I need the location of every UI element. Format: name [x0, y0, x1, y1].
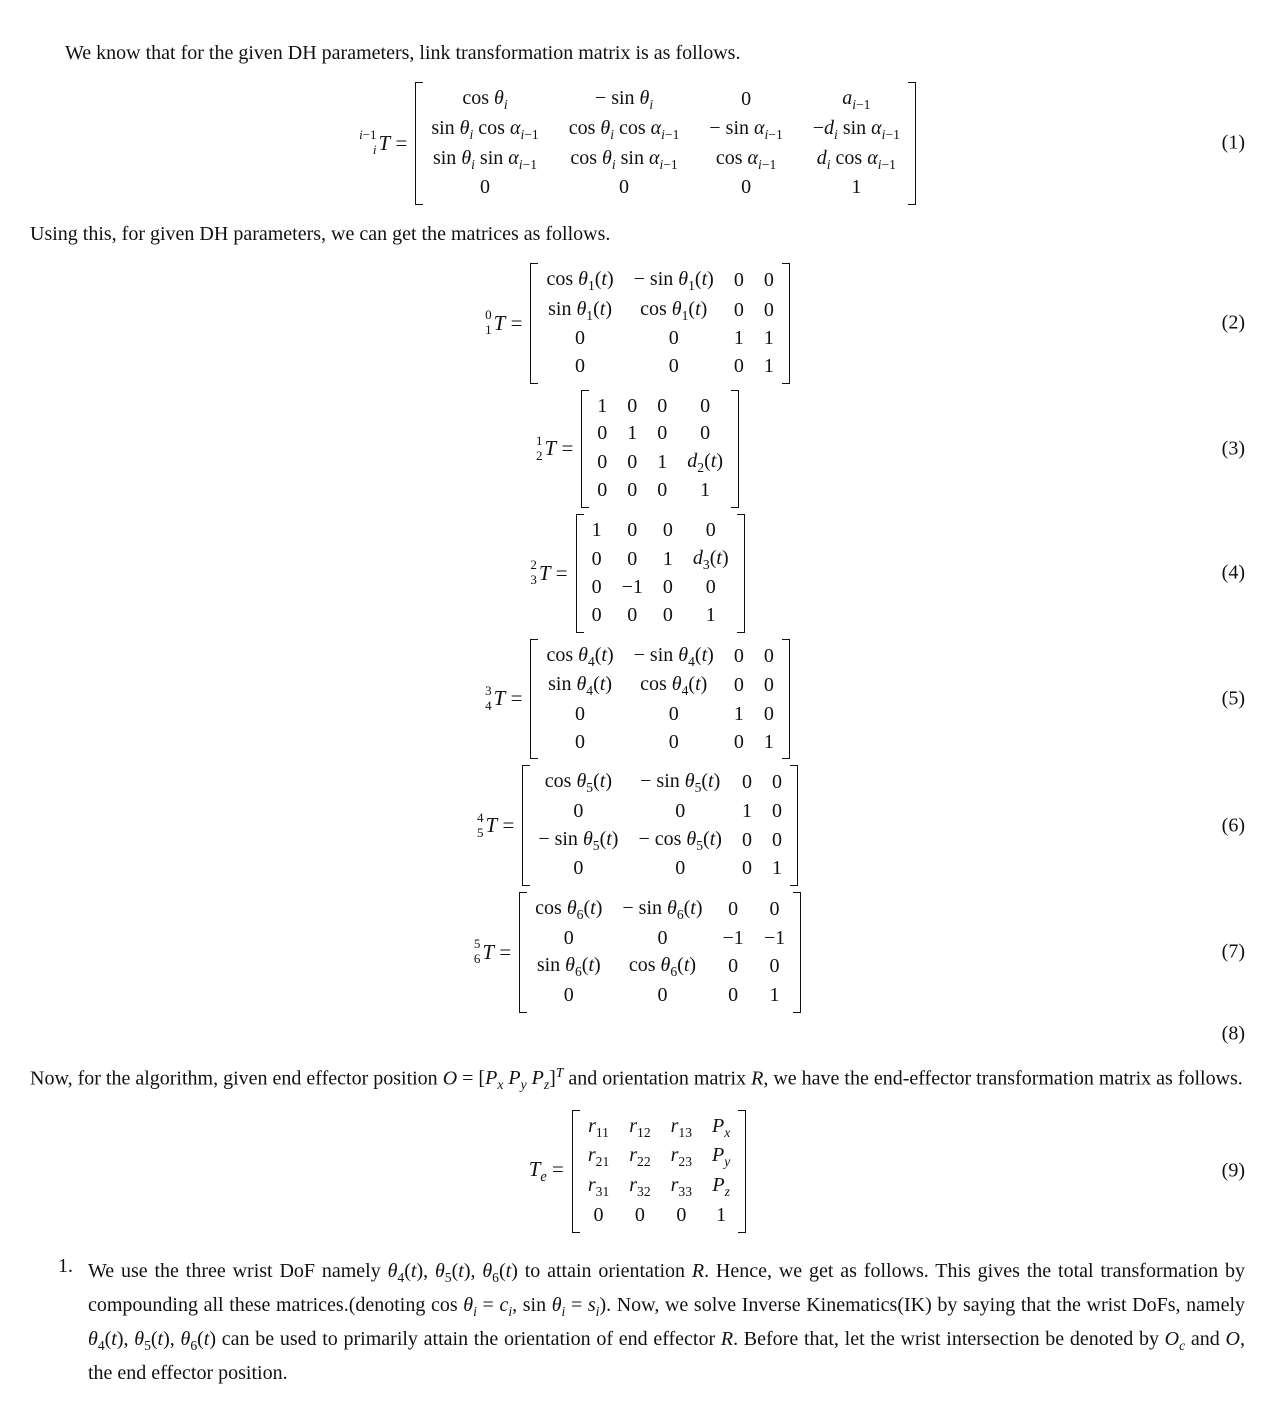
pre-superscript: 0 — [485, 307, 492, 323]
pre-subscript: 3 — [530, 572, 537, 588]
matrix-cell: 0 — [575, 354, 586, 377]
equation-number: (3) — [1221, 437, 1245, 460]
matrix-cell: $\cos \theta_i$ — [462, 87, 508, 112]
matrix-cell: 1 — [716, 1203, 727, 1226]
matrix-cells — [580, 1110, 738, 1233]
matrix-cell: $r_{33}$ — [670, 1174, 693, 1200]
prescripts — [485, 684, 492, 714]
matrix-cell: $\cos \theta_4(t)$ — [546, 643, 614, 669]
right-bracket — [738, 1110, 746, 1233]
matrix-cell: 0 — [700, 422, 711, 445]
matrix-cell: $\cos \theta_5(t)$ — [544, 770, 612, 796]
matrix-cell: 0 — [662, 604, 673, 626]
matrix-2 — [530, 263, 789, 384]
pre-superscript: 4 — [477, 809, 484, 825]
paragraph-now: Now, for the algorithm, given end effector position $O = [P_x$ $P_y$ $P_z]^T$ and orientation matrix R, we have the end-effector transformation matrix as follows. — [30, 1064, 1243, 1093]
matrix-3 — [581, 390, 739, 509]
lhs-symbol: T = — [378, 130, 408, 155]
right-bracket — [790, 765, 798, 886]
matrix-cell: 0 — [591, 604, 602, 626]
matrix-cell: 0 — [591, 547, 602, 570]
matrix-cell: $r_{12}$ — [629, 1114, 651, 1140]
matrix-cell: $r_{13}$ — [670, 1114, 693, 1140]
matrix-cell: 0 — [741, 828, 752, 851]
matrix-cells — [527, 892, 793, 1013]
paragraph-using: Using this, for given DH parameters, we can get the matrices as follows. — [30, 222, 611, 245]
matrix-cell: 0 — [733, 644, 744, 667]
matrix-cell: $\sin \theta_1(t)$ — [548, 297, 612, 323]
matrix-cell: 0 — [741, 857, 752, 880]
matrix-cell: 0 — [627, 394, 638, 417]
equation-7-lhs — [474, 937, 511, 967]
matrix-cell: $\cos \theta_6(t)$ — [628, 954, 697, 980]
matrix-cell: $P_x$ — [712, 1114, 731, 1140]
pre-superscript: i−1 — [359, 127, 377, 143]
matrix-cell: 0 — [480, 176, 490, 199]
matrix-7 — [519, 892, 801, 1013]
matrix-cell: 0 — [591, 576, 602, 599]
matrix-cell: 0 — [771, 828, 782, 851]
matrix-cell: $\cos \theta_6(t)$ — [535, 896, 603, 922]
matrix-cell: 1 — [769, 984, 780, 1007]
equation-1-lhs — [359, 128, 407, 158]
matrix-cell: 1 — [591, 519, 602, 542]
matrix-cells — [530, 765, 790, 886]
equation-number: (5) — [1221, 687, 1245, 710]
matrix-cell: 0 — [733, 730, 744, 753]
left-bracket — [576, 514, 584, 633]
matrix-cell: 1 — [771, 857, 782, 880]
paragraph-intro: We know that for the given DH parameters, link transformation matrix is as follows. — [65, 42, 741, 64]
matrix-cell: 0 — [763, 703, 774, 726]
matrix-cell: 0 — [657, 479, 668, 502]
matrix-5 — [530, 639, 789, 760]
list-item-text: We use the three wrist DoF namely $\theta_4(t)$, $\theta_5(t)$, $\theta_6(t)$ to attain orientation R. Hence, we get as follows. This gives the total transformation by compounding all these matrices.(denoting $\cos \theta_i = c_i$, $\sin \theta_i = s_i$). Now, we solve Inverse Kinematics(IK) by saying that the wrist DoFs, namely $\theta_4(t)$, $\theta_5(t)$, $\theta_6(t)$ can be used to primarily attain the orientation of end effector R. Before that, let the wrist intersection be denoted by $O_c$ and O, the end effector position. — [88, 1259, 1246, 1384]
right-bracket — [908, 82, 916, 205]
matrix-cell: 0 — [733, 298, 744, 321]
matrix-4 — [576, 514, 745, 633]
matrix-cell: 0 — [668, 327, 679, 350]
matrix-cell: 0 — [763, 268, 774, 291]
matrix-cell: − $\sin \theta_6(t)$ — [622, 896, 703, 922]
prescripts — [485, 308, 492, 338]
matrix-cell: $P_z$ — [712, 1174, 730, 1200]
lhs-symbol: T = — [493, 310, 523, 335]
matrix-cell: 0 — [763, 644, 774, 667]
matrix-cell: 0 — [668, 354, 679, 377]
matrix-cell: 0 — [771, 800, 782, 823]
left-bracket — [530, 639, 538, 760]
equation-7 — [30, 892, 1245, 1013]
lhs-symbol: T = — [544, 436, 574, 461]
list-item-marker: 1. — [58, 1254, 73, 1277]
matrix-cell: 0 — [741, 88, 752, 111]
lhs-symbol: T = — [485, 813, 515, 838]
right-bracket — [793, 892, 801, 1013]
matrix-cell: 1 — [657, 450, 668, 473]
pre-subscript: i — [372, 142, 377, 158]
left-bracket — [530, 263, 538, 384]
matrix-cell: 1 — [851, 176, 862, 199]
matrix-9 — [572, 1110, 746, 1233]
matrix-cell: 0 — [627, 519, 638, 542]
matrix-cell: 0 — [657, 984, 668, 1007]
matrix-cell: 0 — [741, 771, 752, 794]
equation-5-lhs — [485, 684, 522, 714]
equation-number: (9) — [1221, 1159, 1245, 1182]
matrix-cell: 0 — [627, 450, 638, 473]
matrix-cell: 1 — [763, 327, 774, 350]
right-bracket — [782, 263, 790, 384]
equation-4-lhs — [530, 558, 567, 588]
matrix-cell: 0 — [741, 176, 752, 199]
matrix-cell: $P_y$ — [712, 1144, 731, 1170]
matrix-cell: 0 — [657, 394, 668, 417]
matrix-cell: 0 — [668, 730, 679, 753]
matrix-cell: 0 — [573, 857, 584, 880]
matrix-cell: 1 — [627, 422, 638, 445]
left-bracket — [522, 765, 530, 886]
matrix-cell: 0 — [728, 955, 739, 978]
pre-subscript: 4 — [485, 697, 492, 713]
lhs-symbol: $T_e$ = — [528, 1156, 564, 1185]
matrix-cell: 0 — [657, 422, 668, 445]
matrix-cell: − $\sin \theta_i$ — [594, 87, 654, 112]
matrix-cell: $\cos \theta_1(t)$ — [546, 267, 614, 293]
pre-subscript: 2 — [536, 447, 543, 463]
lhs-symbol: T = — [493, 686, 523, 711]
matrix-cell: $\cos \theta_i$ $\cos \alpha_{i-1}$ — [568, 116, 680, 142]
matrix-cell: − $\sin \alpha_{i-1}$ — [709, 116, 783, 142]
matrix-cell: $r_{32}$ — [629, 1174, 651, 1200]
matrix-cell: −1 — [722, 926, 744, 949]
equation-3 — [30, 390, 1245, 509]
matrix-cell: 0 — [662, 576, 673, 599]
matrix-cell: − $\sin \theta_5(t)$ — [538, 827, 619, 853]
pre-subscript: 1 — [485, 322, 492, 338]
equation-number: (8) — [1221, 1022, 1245, 1045]
equation-9-lhs — [529, 1157, 564, 1186]
matrix-cell: 1 — [763, 354, 774, 377]
matrix-cell: 0 — [769, 955, 780, 978]
matrix-cell: 0 — [593, 1203, 604, 1226]
left-bracket — [572, 1110, 580, 1233]
matrix-cell: 0 — [657, 926, 668, 949]
equation-number: (2) — [1221, 311, 1245, 334]
matrix-cell: − $\cos \theta_5(t)$ — [638, 827, 722, 853]
matrix-cell: $\sin \theta_6(t)$ — [536, 954, 601, 980]
prescripts — [530, 558, 537, 588]
matrix-cell: $\cos \theta_i$ $\sin \alpha_{i-1}$ — [570, 146, 678, 172]
matrix-cell: 0 — [728, 898, 739, 921]
pre-superscript: 5 — [473, 936, 481, 952]
pre-superscript: 1 — [536, 432, 543, 448]
matrix-cell: $\sin \theta_i$ $\cos \alpha_{i-1}$ — [431, 116, 539, 142]
matrix-cell: $r_{21}$ — [587, 1144, 610, 1170]
matrix-cell: 1 — [597, 394, 608, 417]
matrix-cell: $r_{22}$ — [629, 1144, 651, 1170]
matrix-cell: 0 — [675, 857, 686, 880]
matrix-cell: 0 — [771, 771, 782, 794]
equation-2 — [30, 263, 1245, 384]
matrix-cell: 1 — [733, 327, 744, 350]
matrix-cell: $\sin \theta_i$ $\sin \alpha_{i-1}$ — [432, 146, 538, 172]
matrix-cell: 0 — [676, 1203, 687, 1226]
prescripts — [359, 128, 376, 158]
matrix-cell: 0 — [619, 176, 630, 199]
equation-number: (4) — [1221, 561, 1245, 584]
matrix-cell: $r_{31}$ — [587, 1174, 610, 1200]
lhs-symbol: T = — [482, 939, 512, 964]
matrix-cells — [538, 263, 781, 384]
matrix-cell: 0 — [573, 800, 584, 823]
matrix-cell: 0 — [597, 479, 608, 502]
ordered-list — [58, 1255, 1245, 1389]
right-bracket — [731, 390, 739, 509]
matrix-cell: $d_2(t)$ — [687, 449, 723, 475]
matrix-cell: 0 — [763, 298, 774, 321]
pre-subscript: 5 — [477, 824, 484, 840]
matrix-cells — [538, 639, 781, 760]
matrix-cell: 0 — [634, 1203, 645, 1226]
matrix-cell: 1 — [741, 800, 752, 823]
equation-9 — [30, 1110, 1245, 1233]
equation-group — [30, 263, 1245, 1049]
matrix-cell: $\cos \theta_4(t)$ — [640, 673, 708, 699]
matrix-cell: $d_3(t)$ — [692, 546, 729, 572]
matrix-cell: 0 — [627, 479, 638, 502]
equation-number: (6) — [1221, 814, 1245, 837]
matrix-cell: 0 — [597, 450, 608, 473]
matrix-cell: 0 — [627, 604, 638, 626]
matrix-cell: $\sin \theta_4(t)$ — [548, 673, 612, 699]
matrix-cell: 0 — [575, 730, 586, 753]
prescripts — [477, 811, 484, 841]
matrix-cell: 0 — [705, 519, 716, 542]
equation-8 — [30, 1019, 1245, 1049]
lhs-symbol: T = — [538, 560, 568, 585]
matrix-cell: $a_{i-1}$ — [842, 87, 871, 112]
matrix-cells — [584, 514, 737, 633]
pre-subscript: 6 — [473, 951, 481, 967]
matrix-cell: 0 — [575, 703, 586, 726]
equation-6-lhs — [477, 811, 514, 841]
left-bracket — [415, 82, 423, 205]
equation-5 — [30, 639, 1245, 760]
matrix-cell: 1 — [700, 479, 711, 502]
matrix-cell: 0 — [705, 576, 716, 599]
equation-3-lhs — [536, 434, 573, 464]
matrix-cell: 0 — [675, 800, 686, 823]
matrix-cell: $\cos \theta_1(t)$ — [640, 297, 708, 323]
matrix-cell: 0 — [668, 703, 679, 726]
equation-1 — [30, 82, 1245, 205]
matrix-cell: 0 — [563, 926, 574, 949]
equation-6 — [30, 765, 1245, 886]
matrix-cell: 0 — [728, 984, 739, 1007]
left-bracket — [519, 892, 527, 1013]
matrix-cell: − $\sin \theta_4(t)$ — [633, 643, 714, 669]
matrix-cell: $d_i$ $\cos \alpha_{i-1}$ — [816, 146, 896, 172]
prescripts — [474, 937, 481, 967]
equation-2-lhs — [485, 308, 522, 338]
matrix-cells — [589, 390, 731, 509]
matrix-cell: 0 — [563, 984, 574, 1007]
matrix-cell: $-d_i$ $\sin \alpha_{i-1}$ — [812, 116, 900, 142]
matrix-cell: 0 — [763, 674, 774, 697]
matrix-cell: 1 — [763, 730, 774, 753]
matrix-cell: 0 — [597, 422, 608, 445]
matrix-cells — [423, 82, 908, 205]
matrix-cell: $r_{11}$ — [588, 1114, 609, 1140]
matrix-cell: $r_{23}$ — [670, 1144, 693, 1170]
matrix-cell: 0 — [733, 674, 744, 697]
matrix-cell: 1 — [733, 703, 744, 726]
matrix-cell: − $\sin \theta_5(t)$ — [640, 770, 721, 796]
matrix-cell: 1 — [705, 604, 716, 626]
matrix-cell: 0 — [662, 519, 673, 542]
equation-4 — [30, 514, 1245, 633]
matrix-cell: 0 — [733, 268, 744, 291]
equation-number: (1) — [1221, 131, 1245, 154]
matrix-cell: −1 — [621, 576, 643, 599]
matrix-cell: 0 — [627, 547, 638, 570]
left-bracket — [581, 390, 589, 509]
pre-superscript: 2 — [530, 557, 537, 573]
right-bracket — [737, 514, 745, 633]
matrix-cell: 1 — [662, 547, 673, 570]
equation-number: (7) — [1221, 940, 1245, 963]
matrix-6 — [522, 765, 798, 886]
matrix-cell: $\cos \alpha_{i-1}$ — [715, 146, 777, 172]
prescripts — [536, 434, 543, 464]
right-bracket — [782, 639, 790, 760]
pre-superscript: 3 — [485, 683, 492, 698]
matrix-cell: 0 — [575, 327, 586, 350]
matrix-cell: −1 — [763, 926, 786, 949]
matrix-cell: − $\sin \theta_1(t)$ — [633, 267, 714, 293]
matrix-cell: 0 — [733, 354, 744, 377]
matrix-cell: 0 — [769, 898, 780, 921]
matrix-1 — [415, 82, 916, 205]
matrix-cell: 0 — [700, 394, 711, 417]
